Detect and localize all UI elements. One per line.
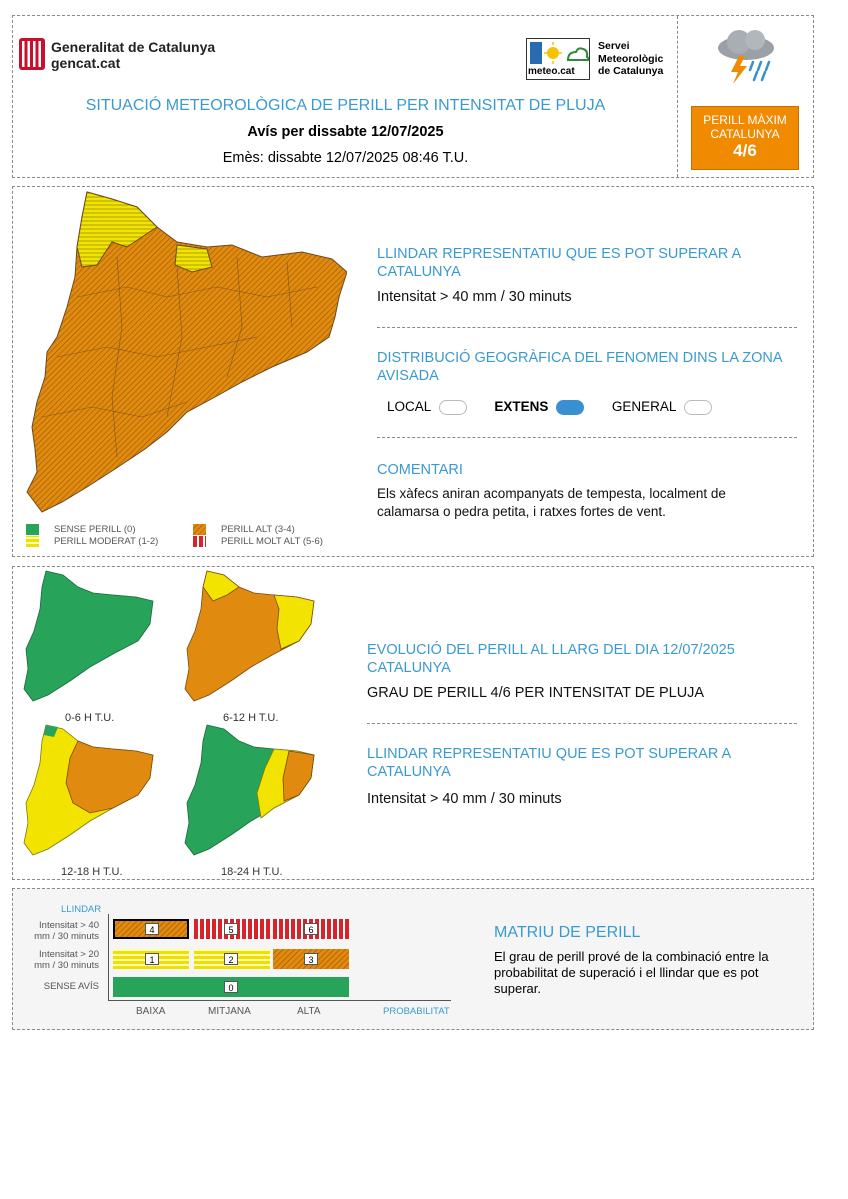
header-separator: [677, 16, 678, 177]
legend-swatch-red: [193, 536, 206, 547]
distribution-options: [387, 399, 712, 415]
evolution-panel: [12, 566, 814, 880]
legend-swatch-orange: [193, 524, 206, 535]
matrix-num-4: 4: [145, 923, 159, 935]
map-label-1: 6-12 H T.U.: [223, 712, 279, 724]
smc-name-2: Meteorològic: [598, 53, 664, 65]
matrix-y-axis: [108, 914, 109, 1000]
gencat-logo: [19, 38, 219, 72]
page-subtitle: Avís per dissabte 12/07/2025: [247, 124, 444, 140]
threshold-value-2: Intensitat > 40 mm / 30 minuts: [367, 791, 562, 807]
max-hazard-badge: [691, 106, 799, 170]
meteocat-text: meteo.cat: [528, 66, 575, 77]
matrix-col2: MITJANA: [208, 1006, 251, 1017]
map-label-3: 18-24 H T.U.: [221, 866, 283, 878]
threshold-title-2: LLINDAR REPRESENTATIU QUE ES POT SUPERAR A CATALUNYA: [367, 746, 731, 780]
divider-1: [377, 327, 797, 328]
gencat-name: Generalitat de Catalunya: [51, 39, 216, 55]
matrix-row2-label: Intensitat > 20 mm / 30 minuts: [34, 949, 99, 971]
evolution-value: GRAU DE PERILL 4/6 PER INTENSITAT DE PLUJA: [367, 685, 705, 701]
max-hazard-line1: PERILL MÀXIM: [703, 113, 787, 127]
issued-time: Emès: dissabte 12/07/2025 08:46 T.U.: [222, 150, 469, 166]
matrix-title: MATRIU DE PERILL: [494, 924, 641, 941]
matrix-num-6: 6: [304, 923, 318, 935]
matrix-num-1: 1: [145, 953, 159, 965]
legend-label-3: PERILL MOLT ALT (5-6): [221, 536, 323, 547]
gencat-url: gencat.cat: [51, 55, 121, 71]
divider-2: [377, 437, 797, 438]
map-12-18: [18, 723, 158, 863]
divider-3: [367, 723, 797, 724]
toggle-local[interactable]: [439, 400, 467, 415]
option-extens[interactable]: EXTENS: [494, 399, 584, 414]
map-6-12: [179, 569, 319, 709]
legend-swatch-green: [26, 524, 39, 535]
matrix-probabilitat: PROBABILITAT: [383, 1006, 450, 1017]
map-label-0: 0-6 H T.U.: [65, 712, 115, 724]
smc-name-1: Servei: [598, 40, 630, 52]
matrix-description: El grau de perill prové de la combinació entre la probabilitat de superació i el llindar que es pot superar.: [494, 949, 769, 996]
legend-label-1: PERILL MODERAT (1-2): [54, 536, 159, 547]
senyera-icon: [19, 38, 45, 70]
matrix-num-5: 5: [224, 923, 238, 935]
matrix-col1: BAIXA: [136, 1006, 166, 1017]
matrix-num-3: 3: [304, 953, 318, 965]
page-title: SITUACIÓ METEOROLÒGICA DE PERILL PER INTENSITAT DE PLUJA: [85, 97, 606, 114]
toggle-extens[interactable]: [556, 400, 584, 415]
comment-title: COMENTARI: [377, 462, 463, 478]
header-panel: [12, 15, 814, 178]
threshold-title: LLINDAR REPRESENTATIU QUE ES POT SUPERAR A CATALUNYA: [377, 246, 741, 280]
matrix-num-0: 0: [224, 981, 238, 993]
thunderstorm-rain-icon: [711, 26, 781, 88]
max-hazard-line2: CATALUNYA: [710, 127, 780, 141]
matrix-col3: ALTA: [297, 1006, 321, 1017]
matrix-row1-label: Intensitat > 40 mm / 30 minuts: [34, 920, 99, 942]
matrix-panel: [12, 888, 814, 1030]
comment-text: Els xàfecs aniran acompanyats de tempesta, localment de calamarsa o pedra petita, i ratxes fortes de vent.: [377, 486, 726, 519]
legend-label-0: SENSE PERILL (0): [54, 524, 136, 535]
map-0-6: [18, 569, 158, 709]
legend-swatch-yellow: [26, 536, 39, 547]
max-hazard-value: 4/6: [733, 141, 757, 160]
catalonia-map-main: [17, 187, 347, 517]
smc-name-3: de Catalunya: [598, 65, 664, 77]
map-18-24: [179, 723, 319, 863]
option-local[interactable]: LOCAL: [387, 399, 467, 414]
threshold-value: Intensitat > 40 mm / 30 minuts: [377, 289, 572, 305]
matrix-num-2: 2: [224, 953, 238, 965]
matrix-row3-label: SENSE AVÍS: [43, 981, 99, 992]
toggle-general[interactable]: [684, 400, 712, 415]
distribution-title: DISTRIBUCIÓ GEOGRÀFICA DEL FENOMEN DINS LA ZONA AVISADA: [377, 350, 782, 384]
evolution-title: EVOLUCIÓ DEL PERILL AL LLARG DEL DIA 12/07/2025 CATALUNYA: [367, 642, 735, 676]
main-forecast-panel: [12, 186, 814, 557]
matrix-x-axis: [108, 1000, 451, 1001]
option-general[interactable]: GENERAL: [612, 399, 712, 414]
map-label-2: 12-18 H T.U.: [61, 866, 123, 878]
matrix-llindar-label: LLINDAR: [61, 904, 102, 915]
legend-label-2: PERILL ALT (3-4): [221, 524, 295, 535]
smc-logo: [526, 38, 676, 80]
